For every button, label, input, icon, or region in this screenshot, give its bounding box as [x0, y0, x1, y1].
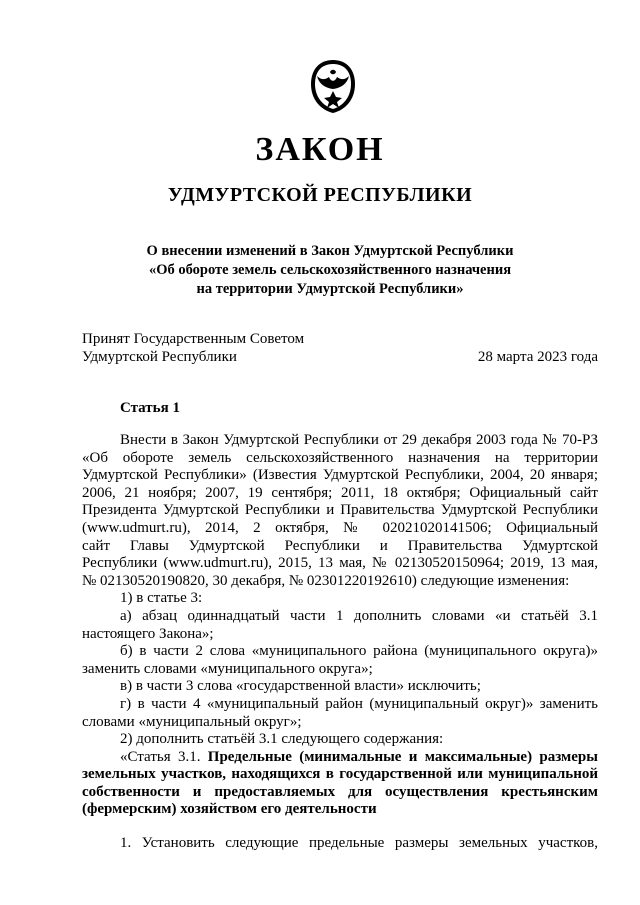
adoption-date: 28 марта 2023 года	[477, 349, 598, 365]
new-article-title-line	[82, 749, 598, 767]
body-line: а) абзац одиннадцатый части 1 дополнить словами «и статьёй 3.1	[120, 607, 598, 624]
body-line: 1) в статье 3:	[120, 590, 203, 607]
body-line: (www.udmurt.ru), 2014, 2 октября, № 02021020141506; Официальный	[82, 519, 598, 536]
law-subtitle	[80, 242, 580, 299]
new-article-title-line: земельных участков, находящихся в государственной или муниципальной	[82, 766, 598, 783]
article-body	[82, 432, 598, 853]
new-article-title-line: (фермерским) хозяйством его деятельности	[82, 801, 377, 818]
body-line: б) в части 2 слова «муниципального района (муниципального округа)»	[120, 643, 598, 660]
body-line: настоящего Закона»;	[82, 625, 214, 642]
law-title: ЗАКОН	[255, 131, 385, 168]
udmurt-coat-of-arms-icon	[307, 58, 359, 114]
body-line: г) в части 4 «муниципальный район (муниципальный округ)» заменить	[120, 695, 598, 712]
body-line: 2006, 21 ноября; 2007, 19 сентября; 2011, 18 октября; Официальный сайт	[82, 484, 598, 501]
body-line: Внести в Закон Удмуртской Республики от 29 декабря 2003 года № 70-РЗ	[120, 432, 598, 448]
body-line: № 02130520190820, 30 декабря, № 02301220192610) следующие изменения:	[82, 572, 570, 589]
body-line: Удмуртской Республики» (Известия Удмуртской Республики, 2004, 20 января;	[82, 467, 598, 484]
republic-title: УДМУРТСКОЙ РЕСПУБЛИКИ	[167, 184, 473, 206]
body-line: Президента Удмуртской Республики и Правительства Удмуртской Республики	[82, 502, 598, 519]
new-article-prefix: «Статья 3.1.	[120, 748, 208, 765]
body-line: 2) дополнить статьёй 3.1 следующего содержания:	[120, 731, 444, 748]
subtitle-line: на территории Удмуртской Республики»	[196, 281, 464, 297]
adoption-line: Принят Государственным Советом	[82, 331, 305, 347]
adoption-note	[82, 330, 304, 366]
new-article-title-line: собственности и предоставляемых для осуществления крестьянским	[82, 783, 598, 800]
body-line: заменить словами «муниципального округа»;	[82, 660, 373, 677]
body-line: «Об обороте земель сельскохозяйственного назначения на территории	[82, 449, 598, 466]
body-line: в) в части 3 слова «государственной власти» исключить;	[120, 678, 481, 695]
body-line: словами «муниципальный округ»;	[82, 713, 302, 730]
body-line: сайт Главы Удмуртской Республики и Правительства Удмуртской	[82, 537, 598, 554]
new-article-title: Предельные (минимальные и максимальные) размеры	[207, 748, 598, 765]
body-line: Республики (www.udmurt.ru), 2015, 13 мая, № 02130520150964; 2019, 13 мая,	[82, 555, 598, 572]
clause-line: 1. Установить следующие предельные размеры земельных участков,	[120, 835, 598, 852]
subtitle-line: О внесении изменений в Закон Удмуртской Республики	[146, 243, 514, 259]
article-heading: Статья 1	[120, 400, 180, 416]
adoption-line: Удмуртской Республики	[82, 349, 237, 365]
subtitle-line: «Об обороте земель сельскохозяйственного назначения	[148, 262, 512, 278]
